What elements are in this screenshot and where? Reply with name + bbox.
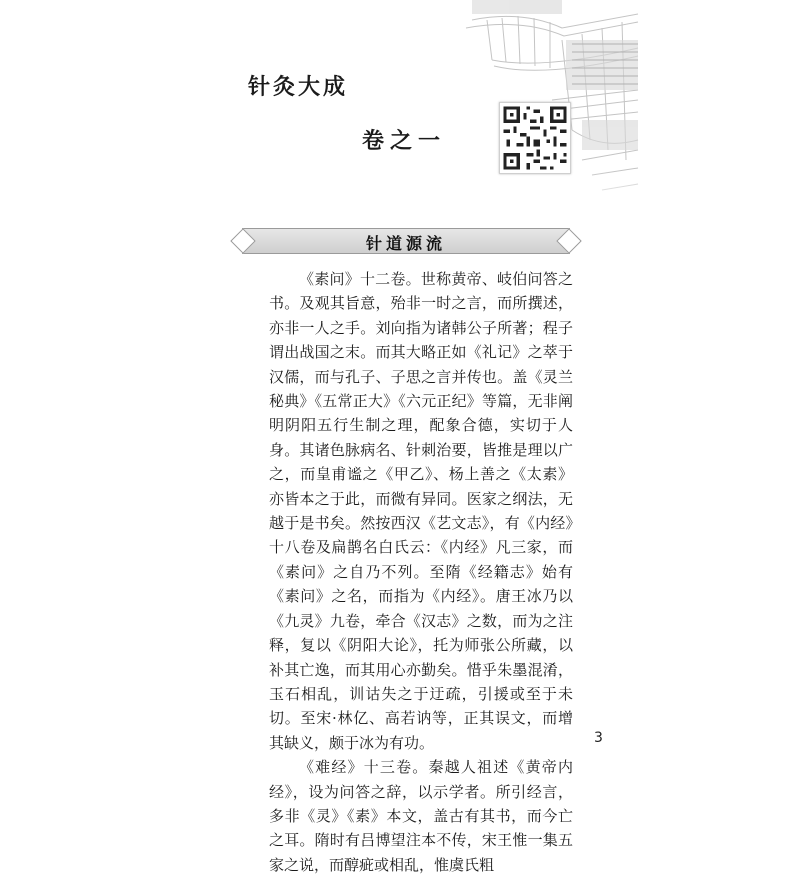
paragraph: 《素问》十二卷。世称黄帝、岐伯问答之书。及观其旨意，殆非一时之言，而所撰述，亦非一人之手。刘向指为诸韩公子所著；程子谓出战国之末。而其大略正如《礼记》之萃于汉儒，而与孔子、子思之言并传也。盖《灵兰秘典》《五常正大》《六元正纪》等篇，无非阐明阴阳五行生制之理，配象合德，实切于人身。其诸色脉病名、针刺治要，皆推是理以广之，而皇甫谧之《甲乙》、杨上善之《太素》亦皆本之于此，而微有异同。医家之纲法，无越于是书矣。然按西汉《艺文志》，有《内经》十八卷及扁鹊名白氏云：《内经》凡三家，而《素问》之自乃不列。至隋《经籍志》始有《素问》之名，而指为《内经》。唐王冰乃以《九灵》九卷，牵合《汉志》之数，而为之注释，复以《阴阳大论》，托为师张公所藏，以补其亡逸，而其用心亦勤矣。惜乎朱墨混淆，玉石相乱，训诂失之于迂疏，引援或至于未切。至宋·林亿、高若讷等，正其误文，而增其缺义，颇于冰为有功。 [269, 270, 573, 752]
book-title: 针灸大成 [248, 75, 349, 100]
qr-code-icon[interactable] [499, 102, 571, 174]
volume-title: 卷之一 [362, 129, 447, 154]
section-heading-band [242, 228, 570, 254]
body-text [269, 267, 573, 877]
page-number: 3 [594, 730, 603, 746]
paragraph: 《难经》十三卷。秦越人祖述《黄帝内经》，设为问答之辞，以示学者。所引经言，多非《灵》《素》本文，盖古有其书，而今亡之耳。隋时有吕博望注本不传，宋王惟一集五家之说，而醇疵或相乱，惟虞氏粗 [269, 758, 573, 874]
book-page [162, 0, 638, 874]
header-fade [162, 170, 638, 210]
section-title: 针道源流 [365, 234, 446, 253]
